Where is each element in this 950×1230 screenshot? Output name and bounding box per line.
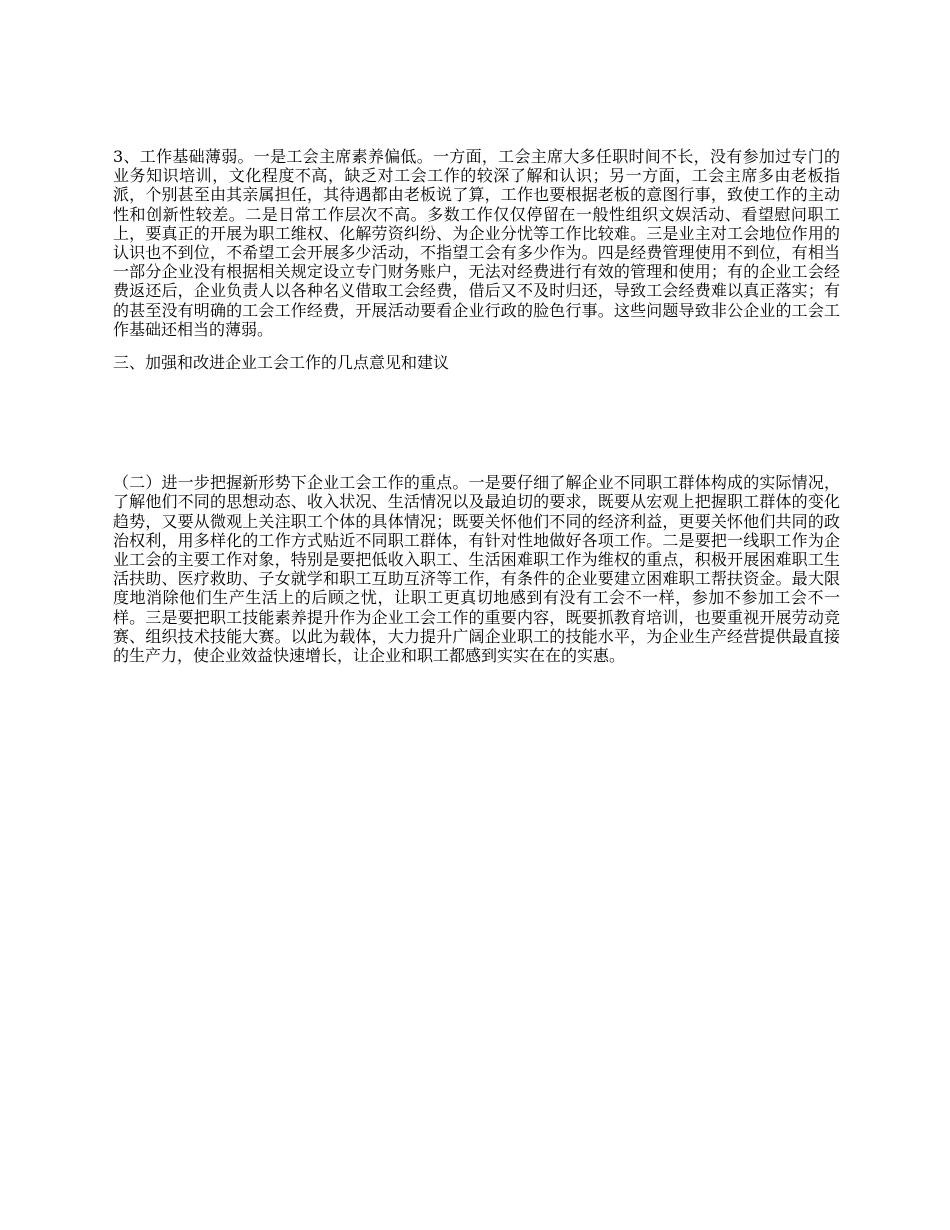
paragraph-work-foundation: 3、工作基础薄弱。一是工会主席素养偏低。一方面，工会主席大多任职时间不长，没有参加过专门的业务知识培训，文化程度不高，缺乏对工会工作的较深了解和认识；另一方面，工会主席多由老板指派，个别甚至由其亲属担任，其待遇都由老板说了算，工作也要根据老板的意图行事，致使工作的主动性和创新性较差。二是日常工作层次不高。多数工作仅仅停留在一般性组织文娱活动、看望慰问职工上，要真正的开展为职工维权、化解劳资纠纷、为企业分忧等工作比较难。三是业主对工会地位作用的认识也不到位，不希望工会开展多少活动，不指望工会有多少作为。四是经费管理使用不到位，有相当一部分企业没有根据相关规定设立专门财务账户，无法对经费进行有效的管理和使用；有的企业工会经费返还后，企业负责人以各种名义借取工会经费，借后又不及时归还，导致工会经费难以真正落实；有的甚至没有明确的工会工作经费，开展活动要看企业行政的脸色行事。这些问题导致非公企业的工会工作基础还相当的薄弱。 [113, 147, 840, 339]
section-heading-suggestions: 三、加强和改进企业工会工作的几点意见和建议 [113, 353, 450, 373]
paragraph-work-focus: （二）进一步把握新形势下企业工会工作的重点。一是要仔细了解企业不同职工群体构成的实际情况，了解他们不同的思想动态、收入状况、生活情况以及最迫切的要求，既要从宏观上把握职工群体的变化趋势，又要从微观上关注职工个体的具体情况；既要关怀他们不同的经济利益，更要关怀他们共同的政治权利，用多样化的工作方式贴近不同职工群体，有针对性地做好各项工作。二是要把一线职工作为企业工会的主要工作对象，特别是要把低收入职工、生活困难职工作为维权的重点，积极开展困难职工生活扶助、医疗救助、子女就学和职工互助互济等工作，有条件的企业要建立困难职工帮扶资金。最大限度地消除他们生产生活上的后顾之忧，让职工更真切地感到有没有工会不一样，参加不参加工会不一样。三是要把职工技能素养提升作为企业工会工作的重要内容，既要抓教育培训，也要重视开展劳动竞赛、组织技术技能大赛。以此为载体，大力提升广阔企业职工的技能水平，为企业生产经营提供最直接的生产力，使企业效益快速增长，让企业和职工都感到实实在在的实惠。 [113, 473, 840, 666]
document-page [113, 147, 840, 665]
